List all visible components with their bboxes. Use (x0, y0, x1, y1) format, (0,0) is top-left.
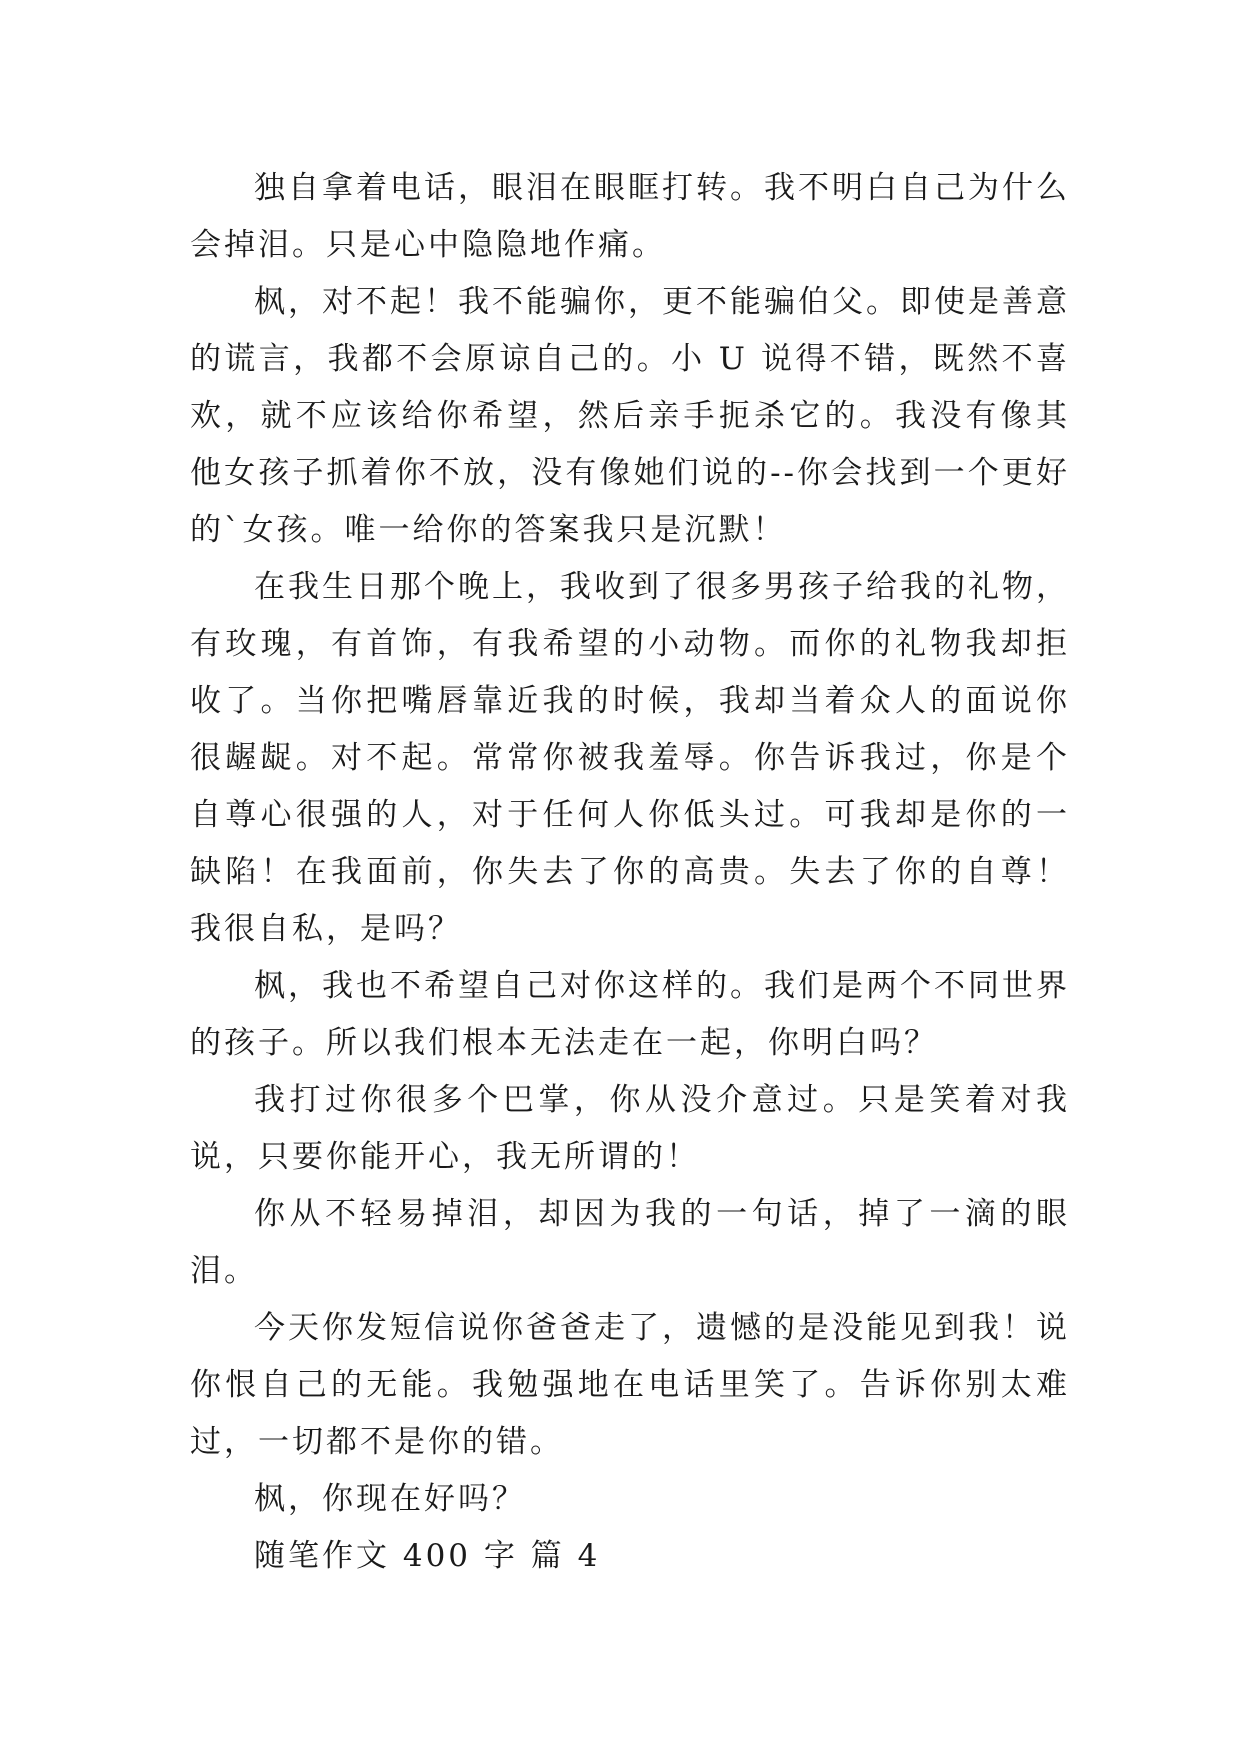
paragraph-8: 枫，你现在好吗？ (254, 1481, 526, 1517)
paragraph-6: 你从不轻易掉泪，却因为我的一句话，掉了一滴的眼泪。 (190, 1196, 1070, 1289)
document-body (190, 160, 1070, 1585)
paragraph-4: 枫，我也不希望自己对你这样的。我们是两个不同世界的孩子。所以我们根本无法走在一起，你明白吗？ (190, 968, 1070, 1061)
paragraph-7: 今天你发短信说你爸爸走了，遗憾的是没能见到我！说你恨自己的无能。我勉强地在电话里笑了。告诉你别太难过，一切都不是你的错。 (190, 1310, 1070, 1460)
paragraph-3: 在我生日那个晚上，我收到了很多男孩子给我的礼物，有玫瑰，有首饰，有我希望的小动物。而你的礼物我却拒收了。当你把嘴唇靠近我的时候，我却当着众人的面说你很龌龊。对不起。常常你被我羞辱。你告诉我过，你是个自尊心很强的人，对于任何人你低头过。可我却是你的一缺陷！在我面前，你失去了你的高贵。失去了你的自尊！我很自私，是吗？ (190, 569, 1070, 947)
paragraph-1: 独自拿着电话，眼泪在眼眶打转。我不明白自己为什么会掉泪。只是心中隐隐地作痛。 (190, 170, 1070, 263)
paragraph-5: 我打过你很多个巴掌，你从没介意过。只是笑着对我说，只要你能开心，我无所谓的！ (190, 1082, 1070, 1175)
section-heading: 随笔作文 400 字 篇 4 (254, 1538, 601, 1574)
paragraph-2: 枫，对不起！我不能骗你，更不能骗伯父。即使是善意的谎言，我都不会原谅自己的。小 U 说得不错，既然不喜欢，就不应该给你希望，然后亲手扼杀它的。我没有像其他女孩子抓着你不放，没有像她们说的--你会找到一个更好的`女孩。唯一给你的答案我只是沉默！ (190, 284, 1070, 548)
